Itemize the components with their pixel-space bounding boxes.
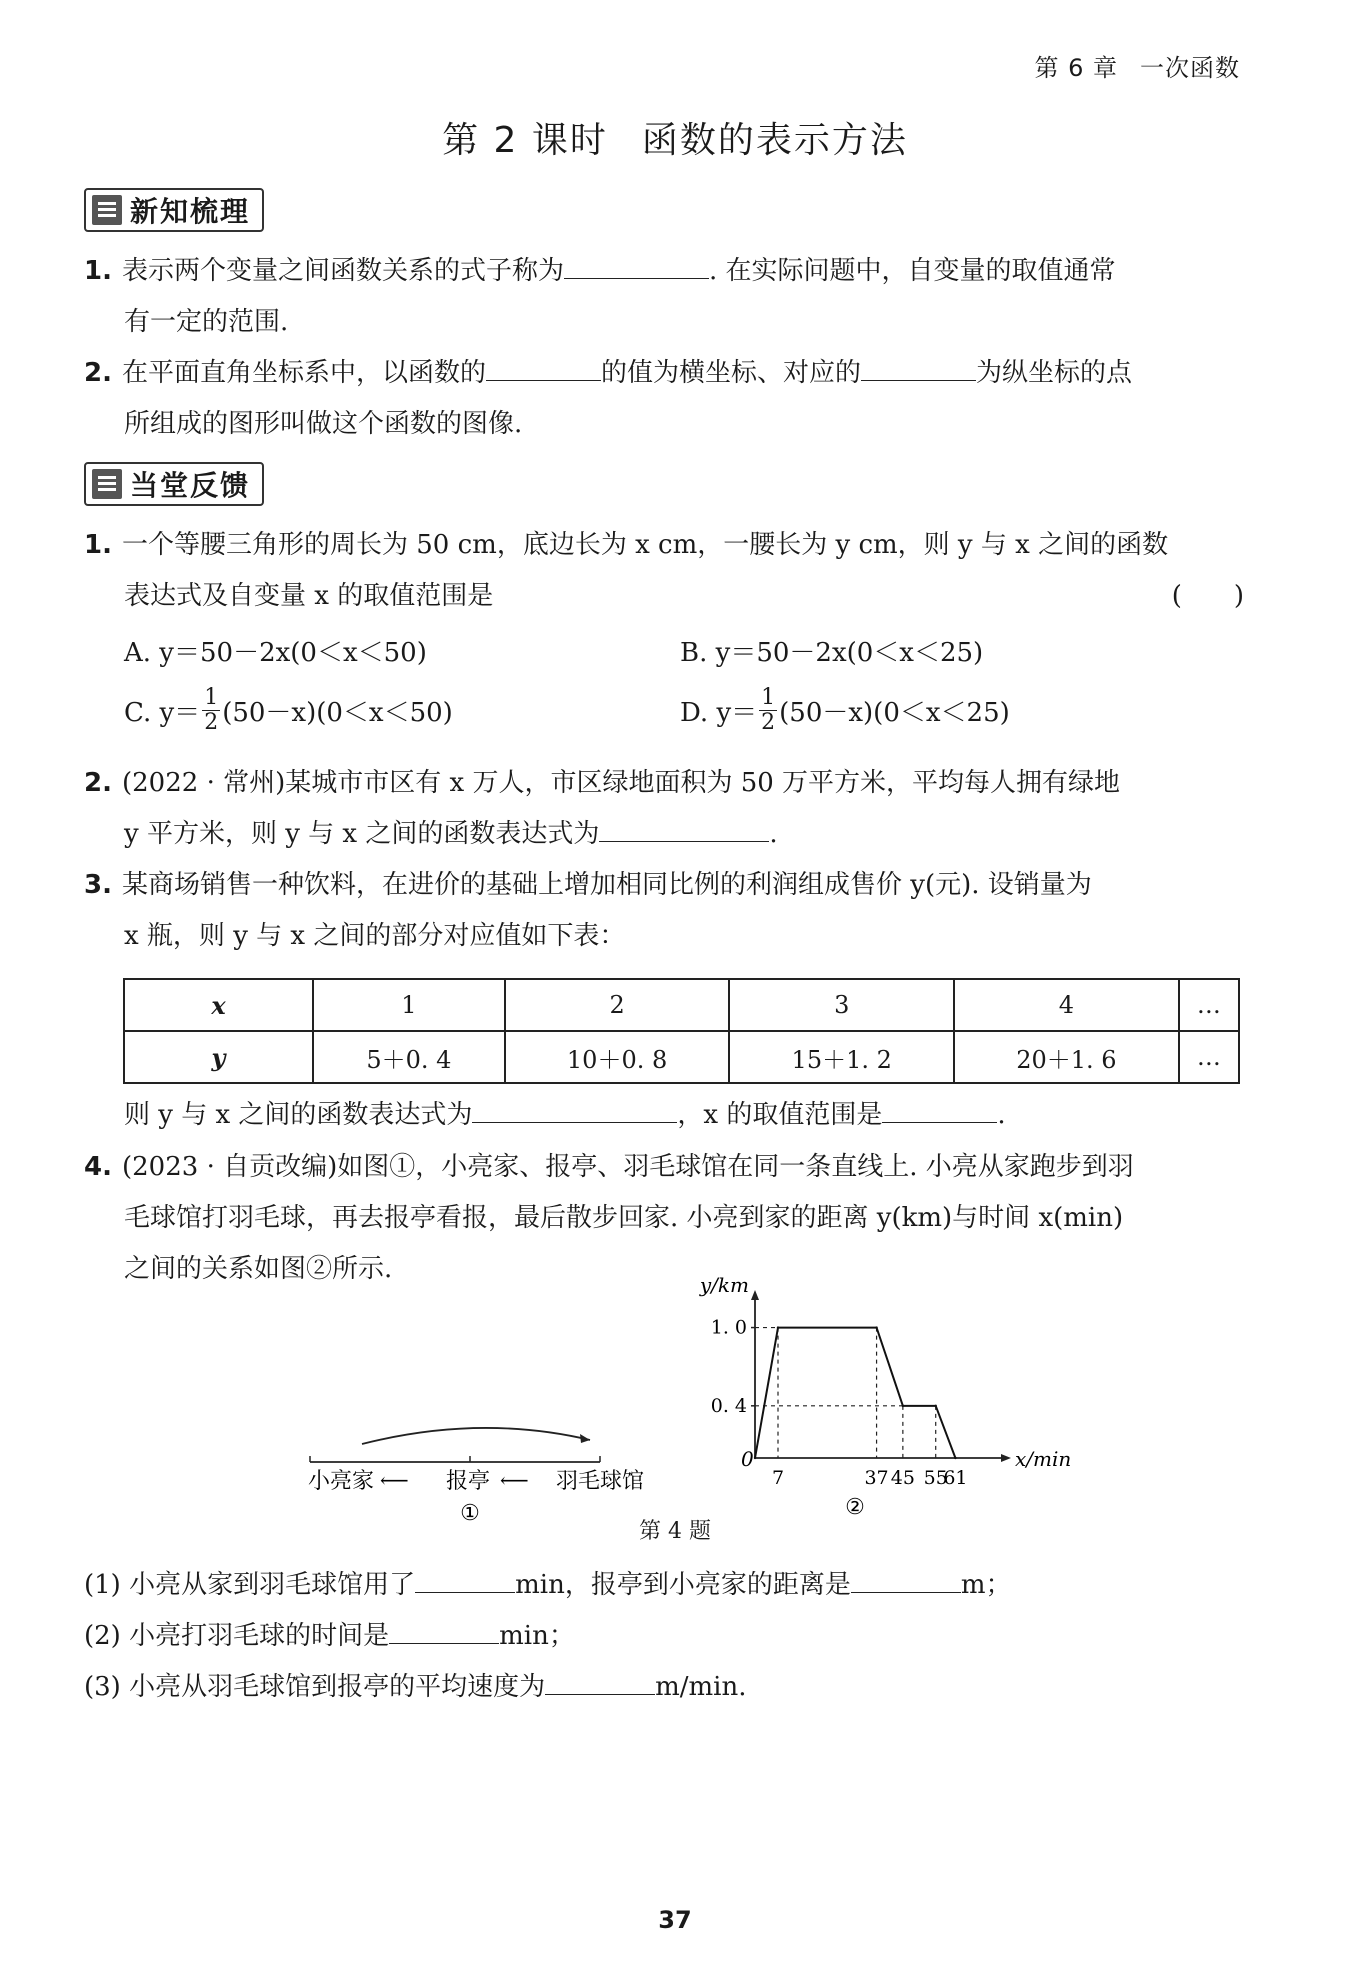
answer-blank[interactable] xyxy=(599,840,769,842)
table-row xyxy=(124,979,1239,1031)
question-text: 之间的关系如图②所示. xyxy=(124,1254,393,1284)
question-number: 4. xyxy=(84,1152,112,1182)
question-number: 3. xyxy=(84,870,112,900)
data-point xyxy=(875,1326,877,1328)
fraction xyxy=(202,686,220,735)
question-text: 某商场销售一种饮料，在进价的基础上增加相同比例的利润组成售价 y(元). 设销量为 xyxy=(122,870,1092,900)
chapter-title: 一次函数 xyxy=(1140,54,1240,82)
fraction-numerator: 1 xyxy=(204,685,219,710)
question-number: 2. xyxy=(84,768,112,798)
question-2-3-answer xyxy=(84,1090,1244,1141)
x-axis-label: x/min xyxy=(1015,1447,1072,1471)
answer-blank[interactable] xyxy=(415,1591,515,1593)
answer-blank[interactable] xyxy=(851,1591,961,1593)
table-cell: … xyxy=(1179,1031,1239,1083)
section-label: 新知梳理 xyxy=(130,195,251,228)
question-text: (2) 小亮打羽毛球的时间是 xyxy=(84,1621,390,1651)
answer-blank[interactable] xyxy=(472,1121,677,1123)
question-text: 则 y 与 x 之间的函数表达式为 xyxy=(124,1100,473,1130)
question-text: x 瓶，则 y 与 x 之间的部分对应值如下表： xyxy=(124,921,626,951)
table-cell: x xyxy=(124,979,313,1031)
question-text: (1) 小亮从家到羽毛球馆用了 xyxy=(84,1570,416,1600)
answer-parentheses[interactable]: ( ) xyxy=(1171,581,1244,611)
question-text: (2022 · 常州)某城市市区有 x 万人，市区绿地面积为 50 万平方米，平均每人拥有绿地 xyxy=(122,768,1121,798)
table-cell: 2 xyxy=(505,979,730,1031)
answer-blank[interactable] xyxy=(486,379,601,381)
question-text: 一个等腰三角形的周长为 50 cm，底边长为 x cm，一腰长为 y cm，则 y 与 x 之间的函数 xyxy=(122,530,1169,560)
table-cell: 3 xyxy=(729,979,954,1031)
lesson-name: 函数的表示方法 xyxy=(641,120,908,161)
question-text: 为纵坐标的点 xyxy=(976,358,1133,388)
fraction xyxy=(759,686,777,735)
y-axis-label: y/km xyxy=(699,1273,749,1297)
x-tick-label: 45 xyxy=(890,1467,915,1489)
data-point xyxy=(935,1405,937,1407)
label-kiosk: 报亭 xyxy=(446,1469,491,1494)
chapter-header xyxy=(1034,48,1240,83)
label-home: 小亮家 xyxy=(308,1469,375,1494)
question-2-4 xyxy=(84,1142,1244,1295)
question-number: 2. xyxy=(84,358,112,388)
book-icon xyxy=(92,195,122,225)
question-2-1 xyxy=(84,520,1244,622)
option-text: C. y＝ xyxy=(124,698,201,728)
svg-text:⟵: ⟵ xyxy=(380,1468,409,1492)
question-text: 表示两个变量之间函数关系的式子称为 xyxy=(122,256,565,286)
figure-2-label: ② xyxy=(845,1495,865,1520)
question-2-2 xyxy=(84,758,1244,860)
y-tick-label: 1. 0 xyxy=(710,1316,747,1339)
sub-question-1 xyxy=(84,1560,1244,1611)
table-cell: y xyxy=(124,1031,313,1083)
answer-blank[interactable] xyxy=(389,1642,499,1644)
option-text: D. y＝ xyxy=(680,698,758,728)
question-text: 表达式及自变量 x 的取值范围是 xyxy=(124,581,494,611)
label-gym: 羽毛球馆 xyxy=(556,1469,645,1494)
series-line xyxy=(755,1328,955,1458)
svg-text:⟵: ⟵ xyxy=(500,1468,529,1492)
table-cell: 20＋1. 6 xyxy=(954,1031,1179,1083)
sub-question-2 xyxy=(84,1611,1244,1662)
figure-2-chart xyxy=(699,1273,1080,1520)
option-c[interactable] xyxy=(124,686,453,735)
data-point xyxy=(902,1405,904,1407)
question-text: min，报亭到小亮家的距离是 xyxy=(515,1570,851,1600)
sub-question-3 xyxy=(84,1662,1244,1713)
table-row xyxy=(124,1031,1239,1083)
lesson-number: 第 2 课时 xyxy=(442,120,608,161)
question-text: m； xyxy=(960,1570,1012,1600)
data-point xyxy=(954,1457,956,1459)
page-number: 37 xyxy=(658,1906,692,1934)
question-1-1 xyxy=(84,246,1244,348)
answer-blank[interactable] xyxy=(564,277,709,279)
question-text: . xyxy=(769,819,778,849)
x-tick-label: 55 xyxy=(923,1467,948,1489)
question-text: 毛球馆打羽毛球，再去报亭看报，最后散步回家. 小亮到家的距离 y(km)与时间 x(min) xyxy=(124,1203,1124,1233)
route-arc xyxy=(362,1428,590,1444)
option-text: A. y＝50－2x(0＜x＜50) xyxy=(124,638,427,668)
option-text: (50－x)(0＜x＜50) xyxy=(222,698,453,728)
x-tick-label: 7 xyxy=(771,1467,785,1489)
option-text: (50－x)(0＜x＜25) xyxy=(779,698,1010,728)
x-tick-label: 61 xyxy=(943,1467,968,1489)
data-point xyxy=(754,1457,756,1459)
x-axis-arrow-icon xyxy=(1001,1454,1011,1462)
section-label: 当堂反馈 xyxy=(130,469,251,502)
question-2-4-subquestions xyxy=(84,1560,1244,1713)
data-point xyxy=(777,1326,779,1328)
question-number: 1. xyxy=(84,530,112,560)
value-table xyxy=(123,978,1240,1084)
chapter-number: 第 6 章 xyxy=(1034,54,1118,82)
question-text: 所组成的图形叫做这个函数的图像. xyxy=(124,409,523,439)
question-text: (2023 · 自贡改编)如图①，小亮家、报亭、羽毛球馆在同一条直线上. 小亮从家跑步到羽 xyxy=(122,1152,1134,1182)
origin-label: 0 xyxy=(741,1447,754,1471)
section-tag-new-knowledge xyxy=(84,188,264,232)
x-tick-label: 37 xyxy=(864,1467,889,1489)
question-text: . xyxy=(997,1100,1006,1130)
table-cell: 15＋1. 2 xyxy=(729,1031,954,1083)
question-1-2 xyxy=(84,348,1244,450)
y-axis-arrow-icon xyxy=(751,1290,759,1300)
pencil-icon xyxy=(92,469,122,499)
lesson-title xyxy=(0,112,1350,163)
figure-1-label: ① xyxy=(460,1501,480,1526)
table-cell: … xyxy=(1179,979,1239,1031)
table-cell: 10＋0. 8 xyxy=(505,1031,730,1083)
y-tick-label: 0. 4 xyxy=(710,1394,747,1417)
option-a[interactable] xyxy=(124,632,427,669)
question-text: . 在实际问题中，自变量的取值通常 xyxy=(709,256,1116,286)
option-d[interactable] xyxy=(680,686,1010,735)
table-cell: 5＋0. 4 xyxy=(313,1031,505,1083)
question-text: y 平方米，则 y 与 x 之间的函数表达式为 xyxy=(124,819,600,849)
question-text: 有一定的范围. xyxy=(124,307,289,337)
question-text: min； xyxy=(499,1621,575,1651)
question-text: (3) 小亮从羽毛球馆到报亭的平均速度为 xyxy=(84,1672,546,1702)
option-b[interactable] xyxy=(680,632,983,669)
answer-blank[interactable] xyxy=(861,379,976,381)
fraction-denominator: 2 xyxy=(204,710,219,735)
option-text: B. y＝50－2x(0＜x＜25) xyxy=(680,638,984,668)
fraction-numerator: 1 xyxy=(761,685,776,710)
answer-blank[interactable] xyxy=(545,1693,655,1695)
question-text: 在平面直角坐标系中，以函数的 xyxy=(122,358,487,388)
arrowhead-icon xyxy=(580,1434,590,1443)
answer-blank[interactable] xyxy=(882,1121,997,1123)
question-2-3 xyxy=(84,860,1244,962)
figure-caption: 第 4 题 xyxy=(639,1519,711,1544)
section-tag-feedback xyxy=(84,462,264,506)
question-number: 1. xyxy=(84,256,112,286)
question-text: 的值为横坐标、对应的 xyxy=(601,358,862,388)
question-text: ，x 的取值范围是 xyxy=(677,1100,883,1130)
table-cell: 4 xyxy=(954,979,1179,1031)
question-text: m/min. xyxy=(655,1672,747,1702)
fraction-denominator: 2 xyxy=(761,710,776,735)
table-cell: 1 xyxy=(313,979,505,1031)
